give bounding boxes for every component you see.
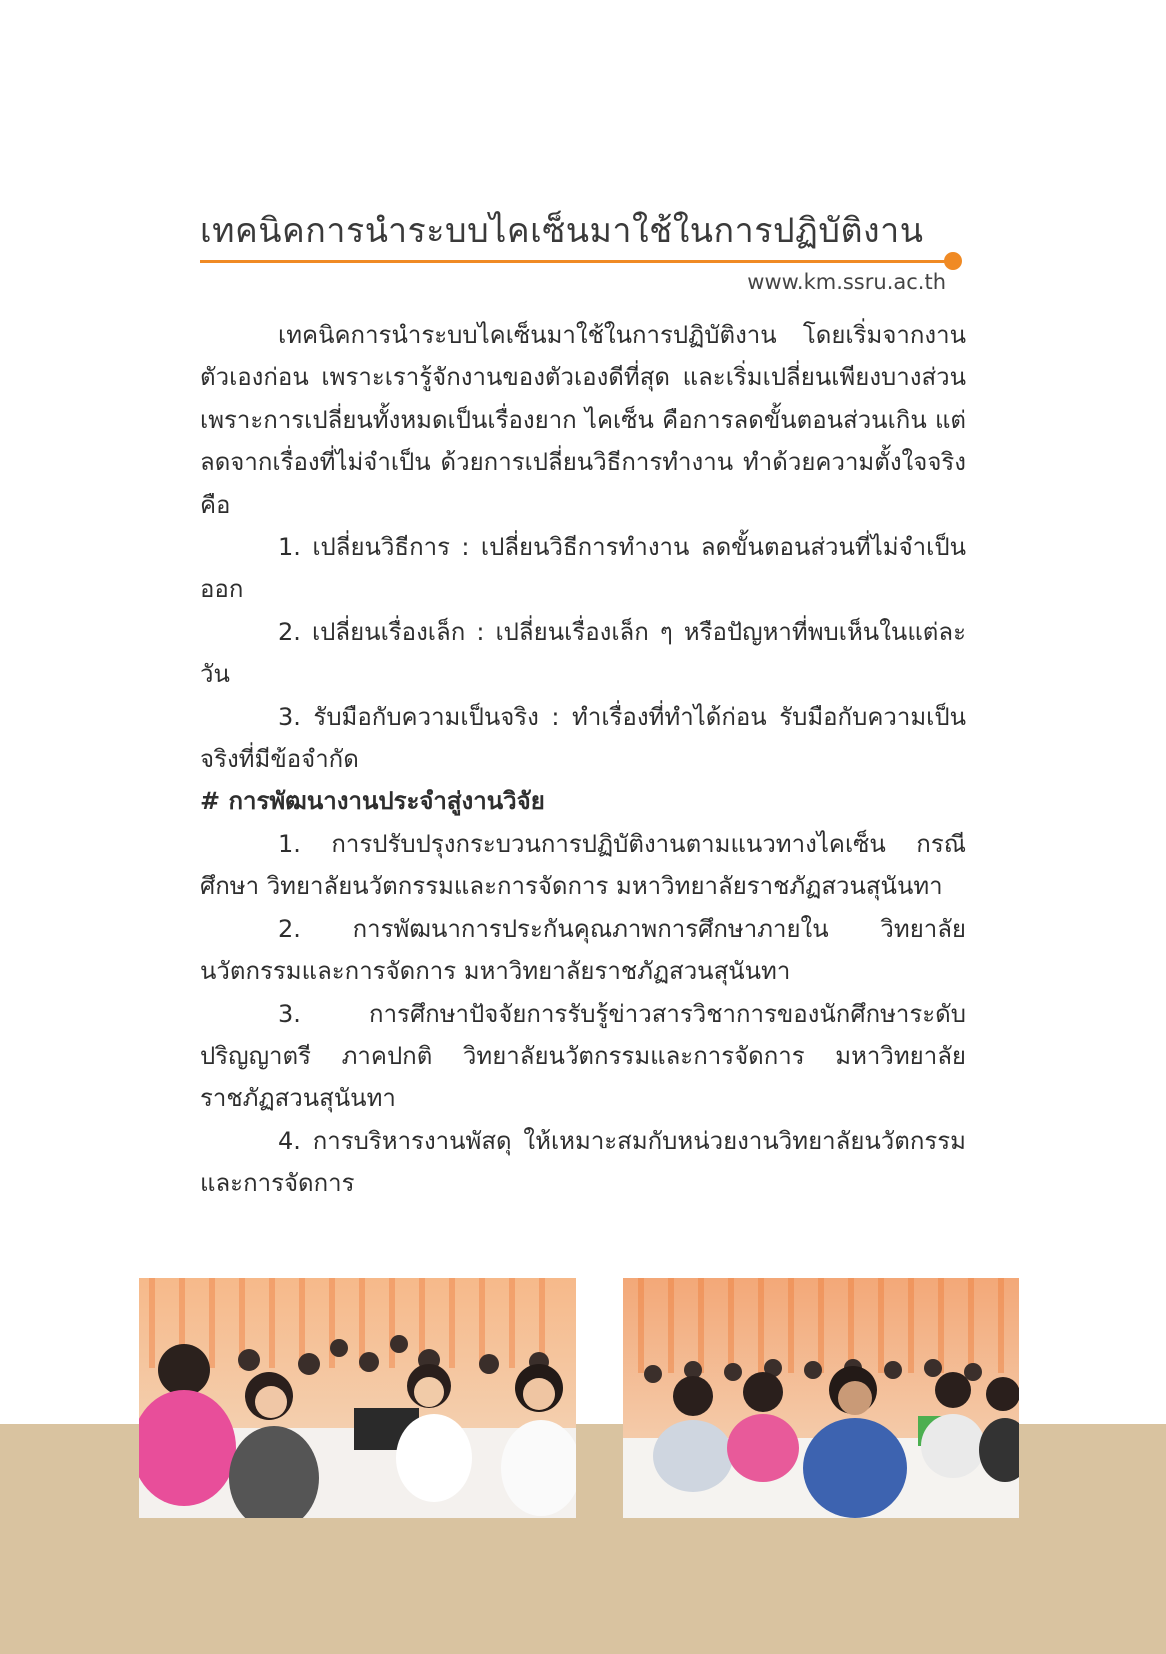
research-item: 1. การปรับปรุงกระบวนการปฏิบัติงานตามแนวทางไคเซ็น กรณีศึกษา วิทยาลัยนวัตกรรมและการจัดการ มหาวิทยาลัยราชภัฏสวนสุนันทา	[200, 829, 966, 901]
principle-item: 1. เปลี่ยนวิธีการ : เปลี่ยนวิธีการทำงาน ลดขั้นตอนส่วนที่ไม่จำเป็นออก	[200, 533, 966, 604]
research-item: 4. การบริหารงานพัสดุ ให้เหมาะสมกับหน่วยงานวิทยาลัยนวัตกรรมและการจัดการ	[200, 1126, 966, 1198]
title-underline	[200, 260, 952, 263]
seminar-photo-left	[139, 1278, 576, 1518]
section-heading: # การพัฒนางานประจำสู่งานวิจัย	[200, 787, 545, 816]
intro-paragraph: เทคนิคการนำระบบไคเซ็นมาใช้ในการปฏิบัติงาน โดยเริ่มจากงานตัวเองก่อน เพราะเรารู้จักงานของตัวเองดีที่สุด และเริ่มเปลี่ยนเพียงบางส่วน เพราะการเปลี่ยนทั้งหมดเป็นเรื่องยาก ไคเซ็น คือการลดขั้นตอนส่วนเกิน แต่ลดจากเรื่องที่ไม่จำเป็น ด้วยการเปลี่ยนวิธีการทำงาน ทำด้วยความตั้งใจจริง คือ	[200, 321, 966, 519]
principle-item: 3. รับมือกับความเป็นจริง : ทำเรื่องที่ทำได้ก่อน รับมือกับความเป็นจริงที่มีข้อจำกัด	[200, 702, 966, 774]
page-title: เทคนิคการนำระบบไคเซ็นมาใช้ในการปฏิบัติงาน	[200, 211, 924, 251]
title-accent-dot	[944, 252, 962, 270]
principle-item: 2. เปลี่ยนเรื่องเล็ก : เปลี่ยนเรื่องเล็ก ๆ หรือปัญหาที่พบเห็นในแต่ละวัน	[200, 617, 966, 689]
article-body	[200, 314, 966, 1205]
research-item: 2. การพัฒนาการประกันคุณภาพการศึกษาภายใน วิทยาลัยนวัตกรรมและการจัดการ มหาวิทยาลัยราชภัฏสวนสุนันทา	[200, 914, 966, 986]
site-url: www.km.ssru.ac.th	[747, 270, 946, 294]
research-item: 3. การศึกษาปัจจัยการรับรู้ข่าวสารวิชาการของนักศึกษาระดับปริญญาตรี ภาคปกติ วิทยาลัยนวัตกรรมและการจัดการ มหาวิทยาลัยราชภัฏสวนสุนันทา	[200, 999, 966, 1113]
seminar-photo-right	[623, 1278, 1019, 1518]
